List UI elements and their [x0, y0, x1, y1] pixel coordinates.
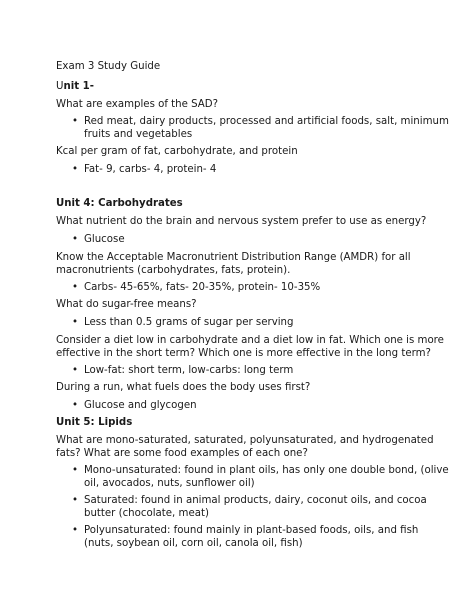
bullet-glyph: •: [72, 365, 79, 376]
unit1-heading-prefix: U: [56, 81, 64, 92]
unit4-answer-5: Glucose and glycogen: [84, 400, 197, 411]
unit4-question-2-line1: Know the Acceptable Macronutrient Distribution Range (AMDR) for all: [56, 252, 411, 263]
unit5-answer-poly-line2: (nuts, soybean oil, corn oil, canola oil, fish): [84, 538, 303, 549]
unit1-answer-1-line1: Red meat, dairy products, processed and artificial foods, salt, minimum: [84, 116, 449, 127]
unit1-question-2: Kcal per gram of fat, carbohydrate, and protein: [56, 146, 298, 157]
bullet-glyph: •: [72, 317, 79, 328]
unit1-answer-1-line2: fruits and vegetables: [84, 129, 193, 140]
unit4-question-1: What nutrient do the brain and nervous system prefer to use as energy?: [56, 216, 427, 227]
unit4-answer-1: Glucose: [84, 234, 125, 245]
unit5-answer-saturated-line2: butter (chocolate, meat): [84, 508, 209, 519]
unit1-heading: [56, 80, 94, 93]
unit4-question-4-line1: Consider a diet low in carbohydrate and a diet low in fat. Which one is more: [56, 335, 444, 346]
unit4-question-5: During a run, what fuels does the body uses first?: [56, 382, 311, 393]
bullet-glyph: •: [72, 400, 79, 411]
unit5-answer-mono-line2: oil, avocados, nuts, sunflower oil): [84, 478, 255, 489]
unit5-answer-saturated-line1: Saturated: found in animal products, dairy, coconut oils, and cocoa: [84, 495, 427, 506]
bullet-glyph: •: [72, 164, 79, 175]
bullet-glyph: •: [72, 495, 79, 506]
unit1-answer-2: Fat- 9, carbs- 4, protein- 4: [84, 164, 217, 175]
unit5-question-1-line2: fats? What are some food examples of each one?: [56, 448, 308, 459]
bullet-glyph: •: [72, 234, 79, 245]
bullet-glyph: •: [72, 282, 79, 293]
unit1-question-1: What are examples of the SAD?: [56, 99, 219, 110]
bullet-glyph: •: [72, 465, 79, 476]
unit4-heading: Unit 4: Carbohydrates: [56, 198, 183, 209]
unit4-question-3: What do sugar-free means?: [56, 299, 197, 310]
unit5-answer-poly-line1: Polyunsaturated: found mainly in plant-based foods, oils, and fish: [84, 525, 419, 536]
unit5-answer-mono-line1: Mono-unsaturated: found in plant oils, has only one double bond, (olive: [84, 465, 449, 476]
unit5-question-1-line1: What are mono-saturated, saturated, polyunsaturated, and hydrogenated: [56, 435, 434, 446]
unit1-heading-rest: nit 1-: [63, 81, 94, 92]
unit5-heading: Unit 5: Lipids: [56, 417, 133, 428]
unit4-question-4-line2: effective in the short term? Which one is more effective in the long term?: [56, 348, 431, 359]
unit4-question-2-line2: macronutrients (carbohydrates, fats, protein).: [56, 265, 291, 276]
bullet-glyph: •: [72, 116, 79, 127]
document-title: Exam 3 Study Guide: [56, 61, 161, 72]
unit4-answer-2: Carbs- 45-65%, fats- 20-35%, protein- 10-35%: [84, 282, 321, 293]
unit4-answer-4: Low-fat: short term, low-carbs: long term: [84, 365, 294, 376]
unit4-answer-3: Less than 0.5 grams of sugar per serving: [84, 317, 294, 328]
bullet-glyph: •: [72, 525, 79, 536]
